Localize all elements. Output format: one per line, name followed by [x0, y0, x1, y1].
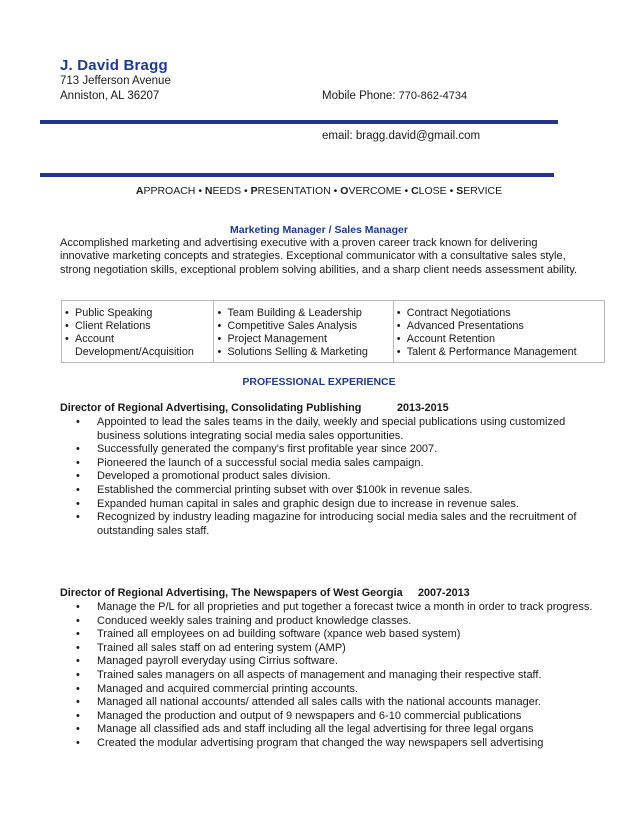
tagline-initial: S	[456, 185, 464, 197]
job-bullet: • Manage the P/L for all proprieties and put together a forecast twice a month in order to track progress.	[76, 601, 596, 615]
resume-name: J. David Bragg	[60, 57, 168, 74]
tagline-word	[251, 185, 331, 197]
job-bullet-list	[76, 416, 596, 538]
job-bullet: • Manage all classified ads and staff including all the legal advertising for three legal organs	[76, 723, 596, 737]
phone-label: Mobile Phone:	[322, 90, 396, 102]
job-bullet: • Expanded human capital in sales and graphic design due to increase in revenue sales.	[76, 498, 596, 512]
job-bullet: • Established the commercial printing subset with over $100k in revenue sales.	[76, 484, 596, 498]
skill-item: • Solutions Selling & Marketing	[217, 346, 392, 359]
tagline-initial: A	[135, 185, 144, 197]
summary-paragraph: Accomplished marketing and advertising executive with a proven career track known for delivering innovative marketing concepts and strategies. Exceptional communicator with a consultative sales style, strong negotiation skills, exceptional problem solving abilities, and a sharp client needs assessment ability.	[60, 237, 578, 276]
phone-number: 770-862-4734	[398, 90, 468, 102]
address-line-2: Anniston, AL 36207	[60, 90, 160, 102]
skill-item: • Project Management	[217, 333, 392, 346]
tagline-word	[205, 185, 241, 197]
job-years: 2007-2013	[418, 587, 470, 599]
job-bullet: • Successfully generated the company's first profitable year since 2007.	[76, 443, 596, 457]
tagline-rest: ERVICE	[463, 185, 503, 197]
tagline-initial: P	[250, 185, 258, 197]
skill-item: • Talent & Performance Management	[397, 346, 604, 359]
job-bullet: • Appointed to lead the sales teams in the daily, weekly and special publications using customized business solutions integrating social media sales opportunities.	[76, 416, 596, 443]
job-bullet: • Trained all employees on ad building software (xpance web based system)	[76, 628, 596, 642]
job-bullet: • Trained all sales staff on ad entering system (AMP)	[76, 642, 596, 656]
job-bullet: • Managed the production and output of 9 newspapers and 6-10 commercial publications	[76, 710, 596, 724]
tagline	[0, 185, 638, 197]
job-bullet: • Managed and acquired commercial printing accounts.	[76, 683, 596, 697]
tagline-separator: •	[195, 185, 205, 197]
job-bullet: • Managed all national accounts/ attended all sales calls with the national accounts manager.	[76, 696, 596, 710]
skill-item: • Contract Negotiations	[397, 307, 604, 320]
phone-block	[322, 90, 467, 102]
skill-item: • Advanced Presentations	[397, 320, 604, 333]
skill-item: • Team Building & Leadership	[217, 307, 392, 320]
tagline-rest: LOSE	[418, 185, 447, 197]
job-bullet: • Trained sales managers on all aspects of management and managing their respective staff.	[76, 669, 596, 683]
skill-item: • Account Development/Acquisition	[65, 333, 213, 359]
job-bullet: • Created the modular advertising program that changed the way newspapers sell advertising	[76, 737, 596, 751]
skills-table	[61, 300, 605, 363]
header-rule-bottom	[40, 173, 554, 177]
skills-column-3	[393, 301, 604, 362]
section-heading-experience: PROFESSIONAL EXPERIENCE	[242, 376, 396, 388]
skills-column-1	[62, 301, 213, 362]
email-address: email: bragg.david@gmail.com	[322, 130, 481, 142]
tagline-separator: •	[446, 185, 457, 197]
tagline-rest: PPROACH	[143, 185, 196, 197]
tagline-separator: •	[241, 185, 251, 197]
header-rule-top	[40, 120, 558, 124]
address-line-1: 713 Jefferson Avenue	[60, 75, 171, 87]
tagline-separator: •	[401, 185, 412, 197]
job-bullet: • Pioneered the launch of a successful social media sales campaign.	[76, 457, 596, 471]
tagline-initial: O	[340, 185, 349, 197]
skill-item: • Account Retention	[397, 333, 604, 346]
tagline-separator: •	[330, 185, 341, 197]
tagline-rest: EEDS	[212, 185, 242, 197]
tagline-word	[411, 185, 447, 197]
skill-item: • Public Speaking	[65, 307, 213, 320]
job-years: 2013-2015	[397, 402, 449, 414]
tagline-word	[456, 185, 502, 197]
skill-item: • Competitive Sales Analysis	[217, 320, 392, 333]
tagline-initial: C	[411, 185, 419, 197]
tagline-word	[340, 185, 401, 197]
skills-column-2	[213, 301, 392, 362]
job-title: Director of Regional Advertising, The Newspapers of West Georgia	[60, 587, 403, 599]
tagline-word	[136, 185, 196, 197]
job-bullet: • Recognized by industry leading magazine for introducing social media sales and the recruitment of outstanding sales staff.	[76, 511, 596, 538]
tagline-initial: N	[204, 185, 213, 197]
job-bullet: • Managed payroll everyday using Cirrius software.	[76, 655, 596, 669]
role-title: Marketing Manager / Sales Manager	[230, 224, 408, 236]
tagline-rest: VERCOME	[348, 185, 402, 197]
job-bullet-list	[76, 601, 596, 751]
job-bullet: • Developed a promotional product sales division.	[76, 470, 596, 484]
skill-item: • Client Relations	[65, 320, 213, 333]
job-bullet: • Conduced weekly sales training and product knowledge classes.	[76, 615, 596, 629]
tagline-rest: RESENTATION	[257, 185, 331, 197]
job-title: Director of Regional Advertising, Consolidating Publishing	[60, 402, 362, 414]
